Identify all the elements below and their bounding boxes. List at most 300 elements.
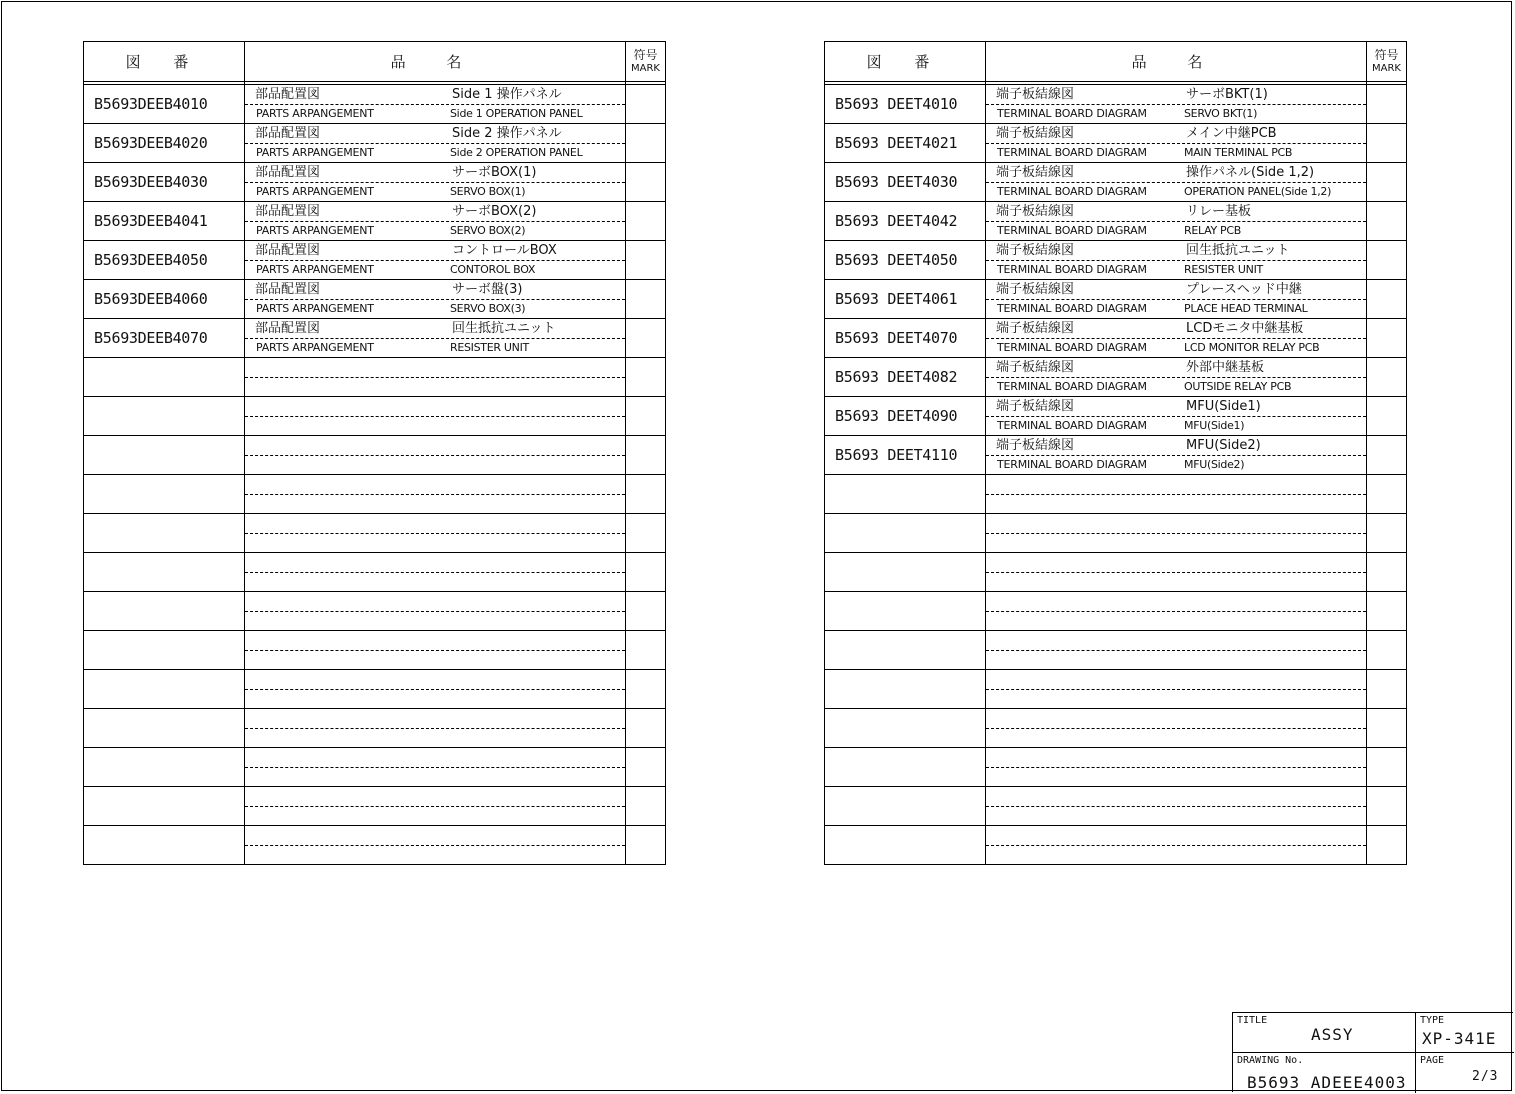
mark-cell [626,826,666,865]
part-subname-en: PLACE HEAD TERMINAL [1184,302,1308,315]
dashed-guide-line [986,572,1366,573]
dashed-guide-line [245,572,625,573]
dashed-guide-line [245,650,625,651]
type-label: TYPE [1420,1015,1445,1026]
table-row [825,397,1407,436]
part-subname-en: OPERATION PANEL(Side 1,2) [1184,185,1332,198]
part-subname-en: OUTSIDE RELAY PCB [1184,380,1292,393]
table-row [825,202,1407,241]
table-row [825,514,1407,553]
table-row [825,631,1407,670]
part-subname-en: RESISTER UNIT [450,341,529,354]
drawing-number-cell [84,280,245,319]
part-name-cell [245,319,626,358]
drawing-number-cell [84,319,245,358]
drawing-number: B5693 DEET4110 [835,446,958,464]
table-row [825,280,1407,319]
dashed-guide-line [986,767,1366,768]
table-row [84,163,666,202]
part-name-cell [245,787,626,826]
drawing-number: B5693DEEB4030 [94,173,208,191]
part-subname-en: SERVO BOX(2) [450,224,526,237]
part-name-jp: 部品配置図 [255,204,321,219]
part-name-cell [245,475,626,514]
mark-cell [626,553,666,592]
part-name-en: TERMINAL BOARD DIAGRAM [997,263,1147,276]
part-name-cell [986,319,1367,358]
part-subname-jp: 回生抵抗ユニット [1186,243,1290,258]
mark-cell [1367,85,1407,124]
part-subname-en: SERVO BKT(1) [1184,107,1258,120]
part-name-cell [986,397,1367,436]
dashed-guide-line [245,260,625,261]
part-subname-jp: LCDモニタ中継基板 [1186,321,1304,336]
drawing-number: B5693DEEB4060 [94,290,208,308]
part-name-cell [245,553,626,592]
part-name-cell [245,709,626,748]
part-subname-jp: 操作パネル(Side 1,2) [1186,165,1315,180]
table-row [825,436,1407,475]
part-name-cell [245,670,626,709]
part-name-en: PARTS ARPANGEMENT [256,185,374,198]
part-subname-jp: 外部中継基板 [1186,360,1265,375]
part-name-jp: 部品配置図 [255,321,321,336]
mark-cell [1367,514,1407,553]
part-name-en: TERMINAL BOARD DIAGRAM [997,224,1147,237]
table-row [825,553,1407,592]
part-name-cell [245,85,626,124]
mark-cell [1367,748,1407,787]
dashed-guide-line [986,104,1366,105]
part-name-cell [986,514,1367,553]
dashed-guide-line [245,377,625,378]
right-parts-table [824,41,1407,865]
drawing-number: B5693 DEET4090 [835,407,958,425]
table-row [825,670,1407,709]
dashed-guide-line [986,806,1366,807]
drawing-number-cell [825,592,986,631]
part-name-cell [245,241,626,280]
part-name-cell [245,592,626,631]
part-name-en: TERMINAL BOARD DIAGRAM [997,185,1147,198]
part-name-jp: 端子板結線図 [996,360,1075,375]
mark-cell [626,787,666,826]
part-name-header: 品 名 [245,42,626,82]
drawing-number: B5693DEEB4020 [94,134,208,152]
part-name-cell [245,826,626,865]
title-cell [1233,1013,1416,1053]
drawing-number: B5693 DEET4082 [835,368,958,386]
dashed-guide-line [245,221,625,222]
mark-cell [626,709,666,748]
dashed-guide-line [986,299,1366,300]
drawing-number: B5693 DEET4050 [835,251,958,269]
part-name-cell [986,85,1367,124]
drawing-number: B5693 DEET4042 [835,212,958,230]
table-row [84,280,666,319]
title-value: ASSY [1311,1025,1354,1044]
mark-header [626,42,666,82]
part-subname-en: RESISTER UNIT [1184,263,1263,276]
drawing-number-cell [825,280,986,319]
part-name-cell [986,787,1367,826]
part-name-en: TERMINAL BOARD DIAGRAM [997,107,1147,120]
mark-header-jp: 符号 [633,47,658,62]
dashed-guide-line [986,455,1366,456]
drawing-number-cell [84,748,245,787]
table-row [825,748,1407,787]
table-row [825,358,1407,397]
mark-cell [626,670,666,709]
part-name-jp: 端子板結線図 [996,321,1075,336]
part-subname-jp: サーボ盤(3) [452,282,523,297]
part-name-cell [245,358,626,397]
title-block [1232,1012,1513,1092]
table-row [84,85,666,124]
drawing-number-cell [825,670,986,709]
part-subname-jp: サーボBKT(1) [1186,87,1268,102]
mark-cell [1367,436,1407,475]
table-row [825,787,1407,826]
mark-cell [626,475,666,514]
mark-header-en: MARK [1372,62,1401,74]
dashed-guide-line [986,338,1366,339]
part-name-jp: 部品配置図 [255,87,321,102]
part-subname-en: RELAY PCB [1184,224,1242,237]
part-name-en: PARTS ARPANGEMENT [256,341,374,354]
mark-cell [626,631,666,670]
part-subname-en: MFU(Side2) [1184,458,1245,471]
drawing-number: B5693DEEB4041 [94,212,208,230]
mark-cell [1367,670,1407,709]
drawing-number-cell [825,826,986,865]
drawing-number-cell [825,241,986,280]
drawing-number-cell [825,787,986,826]
mark-cell [626,397,666,436]
part-name-jp: 端子板結線図 [996,438,1075,453]
part-name-cell [986,280,1367,319]
drawing-number-cell [84,85,245,124]
dashed-guide-line [245,767,625,768]
dashed-guide-line [245,338,625,339]
mark-cell [1367,163,1407,202]
drawing-number-cell [825,514,986,553]
page-value: 2/3 [1472,1069,1499,1084]
part-subname-jp: MFU(Side1) [1186,399,1261,414]
drawing-number-cell [84,709,245,748]
part-name-cell [986,670,1367,709]
part-name-cell [245,202,626,241]
part-subname-jp: MFU(Side2) [1186,438,1261,453]
table-row [825,163,1407,202]
drawing-number: B5693DEEB4070 [94,329,208,347]
page-label: PAGE [1420,1055,1445,1066]
dashed-guide-line [245,689,625,690]
drawing-number-cell [825,475,986,514]
drawing-number-cell [84,124,245,163]
dashed-guide-line [245,455,625,456]
table-row [825,319,1407,358]
part-name-jp: 端子板結線図 [996,282,1075,297]
mark-cell [626,85,666,124]
drawing-number-cell [84,475,245,514]
dashed-guide-line [986,689,1366,690]
mark-cell [1367,826,1407,865]
part-name-en: PARTS ARPANGEMENT [256,107,374,120]
dashed-guide-line [245,104,625,105]
drawing-number-cell [84,397,245,436]
part-subname-jp: コントロールBOX [452,243,557,258]
drawing-number-cell [825,397,986,436]
mark-cell [626,202,666,241]
part-name-cell [245,631,626,670]
mark-cell [626,358,666,397]
dashed-guide-line [245,728,625,729]
drawing-number-cell [84,514,245,553]
dashed-guide-line [245,494,625,495]
drawing-number-cell [825,553,986,592]
part-name-cell [986,553,1367,592]
part-name-en: TERMINAL BOARD DIAGRAM [997,146,1147,159]
drawing-number: B5693 DEET4030 [835,173,958,191]
part-name-en: TERMINAL BOARD DIAGRAM [997,302,1147,315]
mark-cell [1367,709,1407,748]
table-row [84,436,666,475]
part-name-cell [986,748,1367,787]
drawing-number-cell [825,85,986,124]
drawing-number: B5693 DEET4021 [835,134,958,152]
dashed-guide-line [986,650,1366,651]
table-row [84,787,666,826]
table-row [825,475,1407,514]
part-subname-en: LCD MONITOR RELAY PCB [1184,341,1320,354]
part-name-cell [245,514,626,553]
drawing-number-cell [84,436,245,475]
mark-cell [626,163,666,202]
mark-header-jp: 符号 [1374,47,1399,62]
part-name-en: PARTS ARPANGEMENT [256,302,374,315]
dashed-guide-line [245,806,625,807]
part-name-jp: 部品配置図 [255,282,321,297]
part-name-cell [986,241,1367,280]
dashed-guide-line [986,377,1366,378]
part-name-cell [986,202,1367,241]
mark-header-en: MARK [631,62,660,74]
table-row [825,592,1407,631]
mark-cell [1367,787,1407,826]
mark-cell [1367,241,1407,280]
mark-cell [1367,631,1407,670]
table-row [84,826,666,865]
drawing-number-cell [84,358,245,397]
part-subname-jp: プレースヘッド中継 [1186,282,1302,297]
part-subname-jp: サーボBOX(1) [452,165,537,180]
part-name-cell [986,124,1367,163]
part-name-en: TERMINAL BOARD DIAGRAM [997,380,1147,393]
drawing-number: B5693 DEET4061 [835,290,958,308]
drawing-number-cell [825,631,986,670]
table-row [84,124,666,163]
drawing-number-label: DRAWING No. [1237,1055,1304,1066]
drawing-number-cell [825,748,986,787]
drawing-number-cell [84,826,245,865]
table-row [825,241,1407,280]
table-row [84,475,666,514]
part-name-cell [245,124,626,163]
dashed-guide-line [245,143,625,144]
mark-cell [1367,553,1407,592]
drawing-number-cell [825,124,986,163]
table-row [84,592,666,631]
part-subname-jp: Side 1 操作パネル [452,87,562,102]
dashed-guide-line [245,611,625,612]
mark-cell [1367,202,1407,241]
part-name-jp: 端子板結線図 [996,204,1075,219]
dashed-guide-line [986,143,1366,144]
part-name-jp: 部品配置図 [255,126,321,141]
drawing-number: B5693 DEET4010 [835,95,958,113]
part-subname-en: Side 2 OPERATION PANEL [450,146,583,159]
drawing-number-value: B5693 ADEEE4003 [1247,1073,1407,1092]
dashed-guide-line [986,260,1366,261]
part-subname-jp: 回生抵抗ユニット [452,321,556,336]
mark-cell [626,280,666,319]
table-row [84,709,666,748]
table-row [84,241,666,280]
part-name-cell [245,280,626,319]
drawing-number: B5693DEEB4010 [94,95,208,113]
table-row [84,670,666,709]
part-name-cell [986,358,1367,397]
part-subname-en: MAIN TERMINAL PCB [1184,146,1293,159]
dashed-guide-line [986,416,1366,417]
mark-cell [1367,592,1407,631]
part-name-en: PARTS ARPANGEMENT [256,263,374,276]
part-name-cell [986,163,1367,202]
part-name-cell [986,592,1367,631]
drawing-number: B5693 DEET4070 [835,329,958,347]
drawing-number-cell [825,709,986,748]
part-name-cell [986,826,1367,865]
part-name-jp: 端子板結線図 [996,126,1075,141]
table-row [84,397,666,436]
mark-cell [626,436,666,475]
part-name-cell [986,436,1367,475]
part-subname-en: MFU(Side1) [1184,419,1245,432]
part-subname-jp: サーボBOX(2) [452,204,537,219]
part-name-en: TERMINAL BOARD DIAGRAM [997,458,1147,471]
drawing-number-header: 図 番 [825,42,986,82]
part-name-cell [986,475,1367,514]
drawing-number-cell [84,553,245,592]
drawing-number-header: 図 番 [84,42,245,82]
mark-cell [1367,475,1407,514]
mark-cell [626,124,666,163]
drawing-number-cell [84,787,245,826]
type-value: XP-341E [1422,1029,1497,1048]
drawing-number-cell [84,592,245,631]
table-row [84,631,666,670]
mark-cell [626,592,666,631]
table-row [84,202,666,241]
part-subname-jp: メイン中継PCB [1186,126,1277,141]
table-row [825,124,1407,163]
part-name-jp: 端子板結線図 [996,87,1075,102]
part-name-jp: 部品配置図 [255,165,321,180]
drawing-number-cell [84,670,245,709]
drawing-number-cell [84,631,245,670]
drawing-number-cell [825,319,986,358]
dashed-guide-line [986,611,1366,612]
drawing-number-cell [1233,1053,1416,1093]
part-subname-jp: リレー基板 [1186,204,1252,219]
drawing-number-cell [825,436,986,475]
part-name-header: 品 名 [986,42,1367,82]
dashed-guide-line [986,845,1366,846]
dashed-guide-line [245,299,625,300]
drawing-number-cell [84,202,245,241]
mark-cell [1367,358,1407,397]
dashed-guide-line [986,182,1366,183]
table-row [84,748,666,787]
part-name-en: TERMINAL BOARD DIAGRAM [997,419,1147,432]
part-subname-en: Side 1 OPERATION PANEL [450,107,583,120]
mark-cell [626,241,666,280]
table-header [825,42,1407,82]
part-name-cell [986,631,1367,670]
mark-cell [626,748,666,787]
table-row [825,826,1407,865]
dashed-guide-line [986,221,1366,222]
part-name-cell [245,748,626,787]
drawing-number-cell [84,163,245,202]
page-cell [1416,1053,1514,1093]
dashed-guide-line [245,533,625,534]
dashed-guide-line [986,533,1366,534]
table-row [825,85,1407,124]
title-label: TITLE [1237,1015,1268,1026]
dashed-guide-line [986,728,1366,729]
table-header [84,42,666,82]
mark-cell [1367,280,1407,319]
dashed-guide-line [245,845,625,846]
mark-cell [626,514,666,553]
part-subname-en: SERVO BOX(1) [450,185,526,198]
part-name-en: PARTS ARPANGEMENT [256,224,374,237]
mark-header [1367,42,1407,82]
dashed-guide-line [986,494,1366,495]
drawing-number-cell [825,163,986,202]
drawing-number-cell [825,202,986,241]
part-name-jp: 部品配置図 [255,243,321,258]
part-subname-en: SERVO BOX(3) [450,302,526,315]
part-name-cell [245,436,626,475]
part-name-jp: 端子板結線図 [996,165,1075,180]
part-name-jp: 端子板結線図 [996,243,1075,258]
mark-cell [1367,397,1407,436]
part-subname-jp: Side 2 操作パネル [452,126,562,141]
mark-cell [1367,124,1407,163]
left-parts-table [83,41,666,865]
table-row [84,514,666,553]
dashed-guide-line [245,182,625,183]
table-row [825,709,1407,748]
part-name-en: PARTS ARPANGEMENT [256,146,374,159]
table-row [84,319,666,358]
drawing-number-cell [825,358,986,397]
type-cell [1416,1013,1514,1053]
drawing-number: B5693DEEB4050 [94,251,208,269]
